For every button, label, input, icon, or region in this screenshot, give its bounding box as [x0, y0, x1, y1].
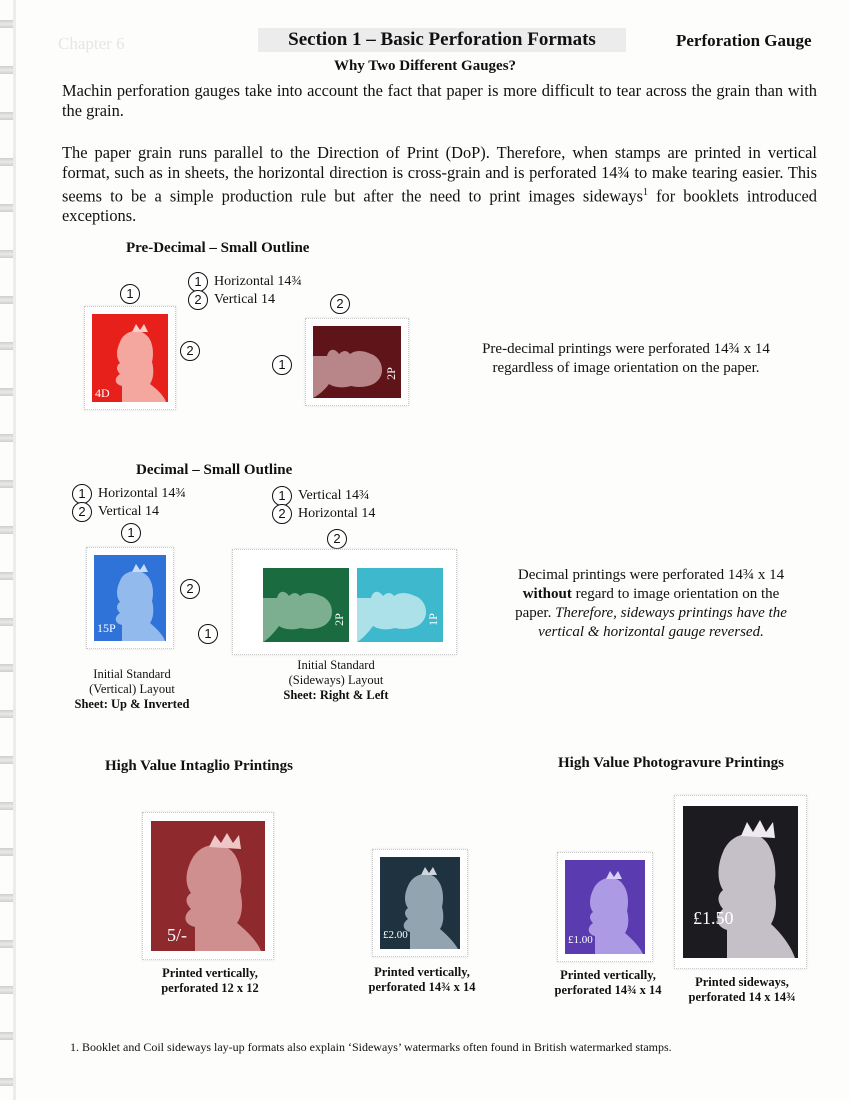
number-circle: 1	[188, 272, 208, 292]
note-text: regard to image orientation on the	[571, 586, 780, 602]
grain-paragraph-text: The paper grain runs parallel to the Direction of Print (DoP). Therefore, when stamps are printed in vertical format, such as in sheets, the horizontal direction is cross-grain and is perforated 14¾ to make tearing easier. This seems to be a simple production rule but after the need to print images sideways	[62, 143, 817, 206]
note-line	[486, 604, 816, 623]
caption-5s	[140, 966, 280, 996]
number-circle: 2	[330, 294, 350, 314]
stamp-4d	[84, 306, 176, 410]
stamp-image	[263, 568, 349, 642]
stamp-image	[380, 857, 460, 949]
legend-row	[272, 505, 375, 523]
number-circle: 2	[180, 579, 200, 599]
caption-2-pounds	[354, 965, 490, 995]
stamp-pair-sideways	[232, 549, 457, 655]
number-circle: 1	[198, 624, 218, 644]
legend-text: Vertical 14	[98, 504, 160, 519]
intaglio-heading: High Value Intaglio Printings	[105, 758, 293, 774]
caption-line: Sheet: Right & Left	[283, 688, 389, 702]
intro-paragraph: Machin perforation gauges take into account the fact that paper is more difficult to tear across the grain than with the grain.	[62, 81, 817, 120]
decimal-heading: Decimal – Small Outline	[136, 462, 293, 478]
legend-text: Vertical 14	[214, 292, 276, 307]
caption-line: Sheet: Up & Inverted	[74, 697, 190, 711]
predecimal-legend	[188, 273, 302, 309]
stamp-image	[92, 314, 168, 402]
page-header-title: Perforation Gauge	[676, 31, 812, 50]
decimal-legend-right	[272, 487, 375, 523]
number-circle: 2	[327, 529, 347, 549]
number-circle: 2	[272, 504, 292, 524]
caption-line: Initial Standard	[297, 658, 375, 672]
legend-row	[72, 503, 186, 521]
stamp-value: 5/-	[167, 925, 187, 945]
section-title: Section 1 – Basic Perforation Formats	[258, 28, 626, 52]
note-line: Pre-decimal printings were perforated 14¾ x 14	[482, 341, 770, 357]
photogravure-heading: High Value Photogravure Printings	[558, 755, 784, 771]
legend-row	[72, 485, 186, 503]
legend-row	[272, 487, 375, 505]
stamp-value: 2P	[331, 613, 346, 626]
stamp-2p-predecimal	[305, 318, 409, 406]
stamp-value: 1P	[425, 613, 440, 626]
page-subtitle: Why Two Different Gauges?	[333, 58, 517, 74]
number-circle: 1	[120, 284, 140, 304]
note-bold-word: without	[522, 586, 572, 602]
grain-paragraph-end: for booklets introduced exceptions.	[62, 186, 817, 226]
stamp-value: £1.00	[568, 934, 593, 946]
stamp-5s	[142, 812, 274, 960]
stamp-image	[357, 568, 443, 642]
note-italic: vertical & horizontal gauge reversed.	[538, 624, 764, 640]
caption-1-pound	[540, 968, 676, 998]
number-circle: 1	[121, 523, 141, 543]
stamp-1-pound	[557, 852, 653, 962]
caption-line: perforated 14 x 14¾	[688, 990, 796, 1004]
footnote-marker: 1	[643, 187, 648, 198]
stamp-value: £1.50	[693, 908, 734, 928]
legend-text: Horizontal 14¾	[214, 274, 302, 289]
caption-line: Printed vertically,	[162, 966, 258, 980]
legend-text: Horizontal 14¾	[98, 486, 186, 501]
note-line: regardless of image orientation on the paper.	[492, 360, 760, 376]
grain-paragraph	[62, 143, 817, 226]
predecimal-note	[456, 340, 796, 378]
caption-vertical-layout	[72, 667, 192, 712]
caption-line: Printed vertically,	[374, 965, 470, 979]
caption-line: perforated 14¾ x 14	[368, 980, 476, 994]
stamp-value: 2P	[383, 367, 398, 380]
caption-sideways-layout	[266, 658, 406, 703]
stamp-image	[313, 326, 401, 398]
caption-line: perforated 14¾ x 14	[554, 983, 662, 997]
caption-1-50-pounds	[674, 975, 810, 1005]
caption-line: perforated 12 x 12	[161, 981, 259, 995]
caption-line: (Vertical) Layout	[89, 682, 175, 696]
note-italic: Therefore, sideways printings have the	[551, 605, 787, 621]
predecimal-heading: Pre-Decimal – Small Outline	[126, 240, 310, 256]
number-circle: 1	[72, 484, 92, 504]
stamp-value: 15P	[97, 621, 116, 635]
note-line	[486, 585, 816, 604]
stamp-15p	[86, 547, 174, 649]
stamp-2-pounds	[372, 849, 468, 957]
spiral-binding	[0, 0, 16, 1100]
note-text: paper.	[515, 605, 552, 621]
legend-text: Horizontal 14	[298, 506, 376, 521]
chapter-label: Chapter 6	[58, 34, 125, 53]
stamp-1-50-pounds	[674, 795, 807, 969]
number-circle: 2	[180, 341, 200, 361]
stamp-image	[565, 860, 645, 954]
legend-row	[188, 291, 302, 309]
stamp-image	[151, 821, 265, 951]
note-line: Decimal printings were perforated 14¾ x 14	[517, 567, 785, 583]
caption-line: (Sideways) Layout	[288, 673, 384, 687]
caption-line: Printed sideways,	[695, 975, 789, 989]
legend-row	[188, 273, 302, 291]
decimal-legend-left	[72, 485, 186, 521]
stamp-image	[94, 555, 166, 641]
caption-line: Initial Standard	[93, 667, 171, 681]
number-circle: 1	[272, 486, 292, 506]
stamp-image	[683, 806, 798, 958]
number-circle: 2	[72, 502, 92, 522]
number-circle: 1	[272, 355, 292, 375]
footnote: 1. Booklet and Coil sideways lay-up formats also explain ‘Sideways’ watermarks often found in British watermarked stamps.	[70, 1040, 672, 1054]
stamp-value: 4D	[95, 386, 110, 400]
number-circle: 2	[188, 290, 208, 310]
caption-line: Printed vertically,	[560, 968, 656, 982]
decimal-note	[486, 566, 816, 642]
stamp-value: £2.00	[383, 929, 408, 941]
legend-text: Vertical 14¾	[298, 488, 370, 503]
note-line	[486, 623, 816, 642]
